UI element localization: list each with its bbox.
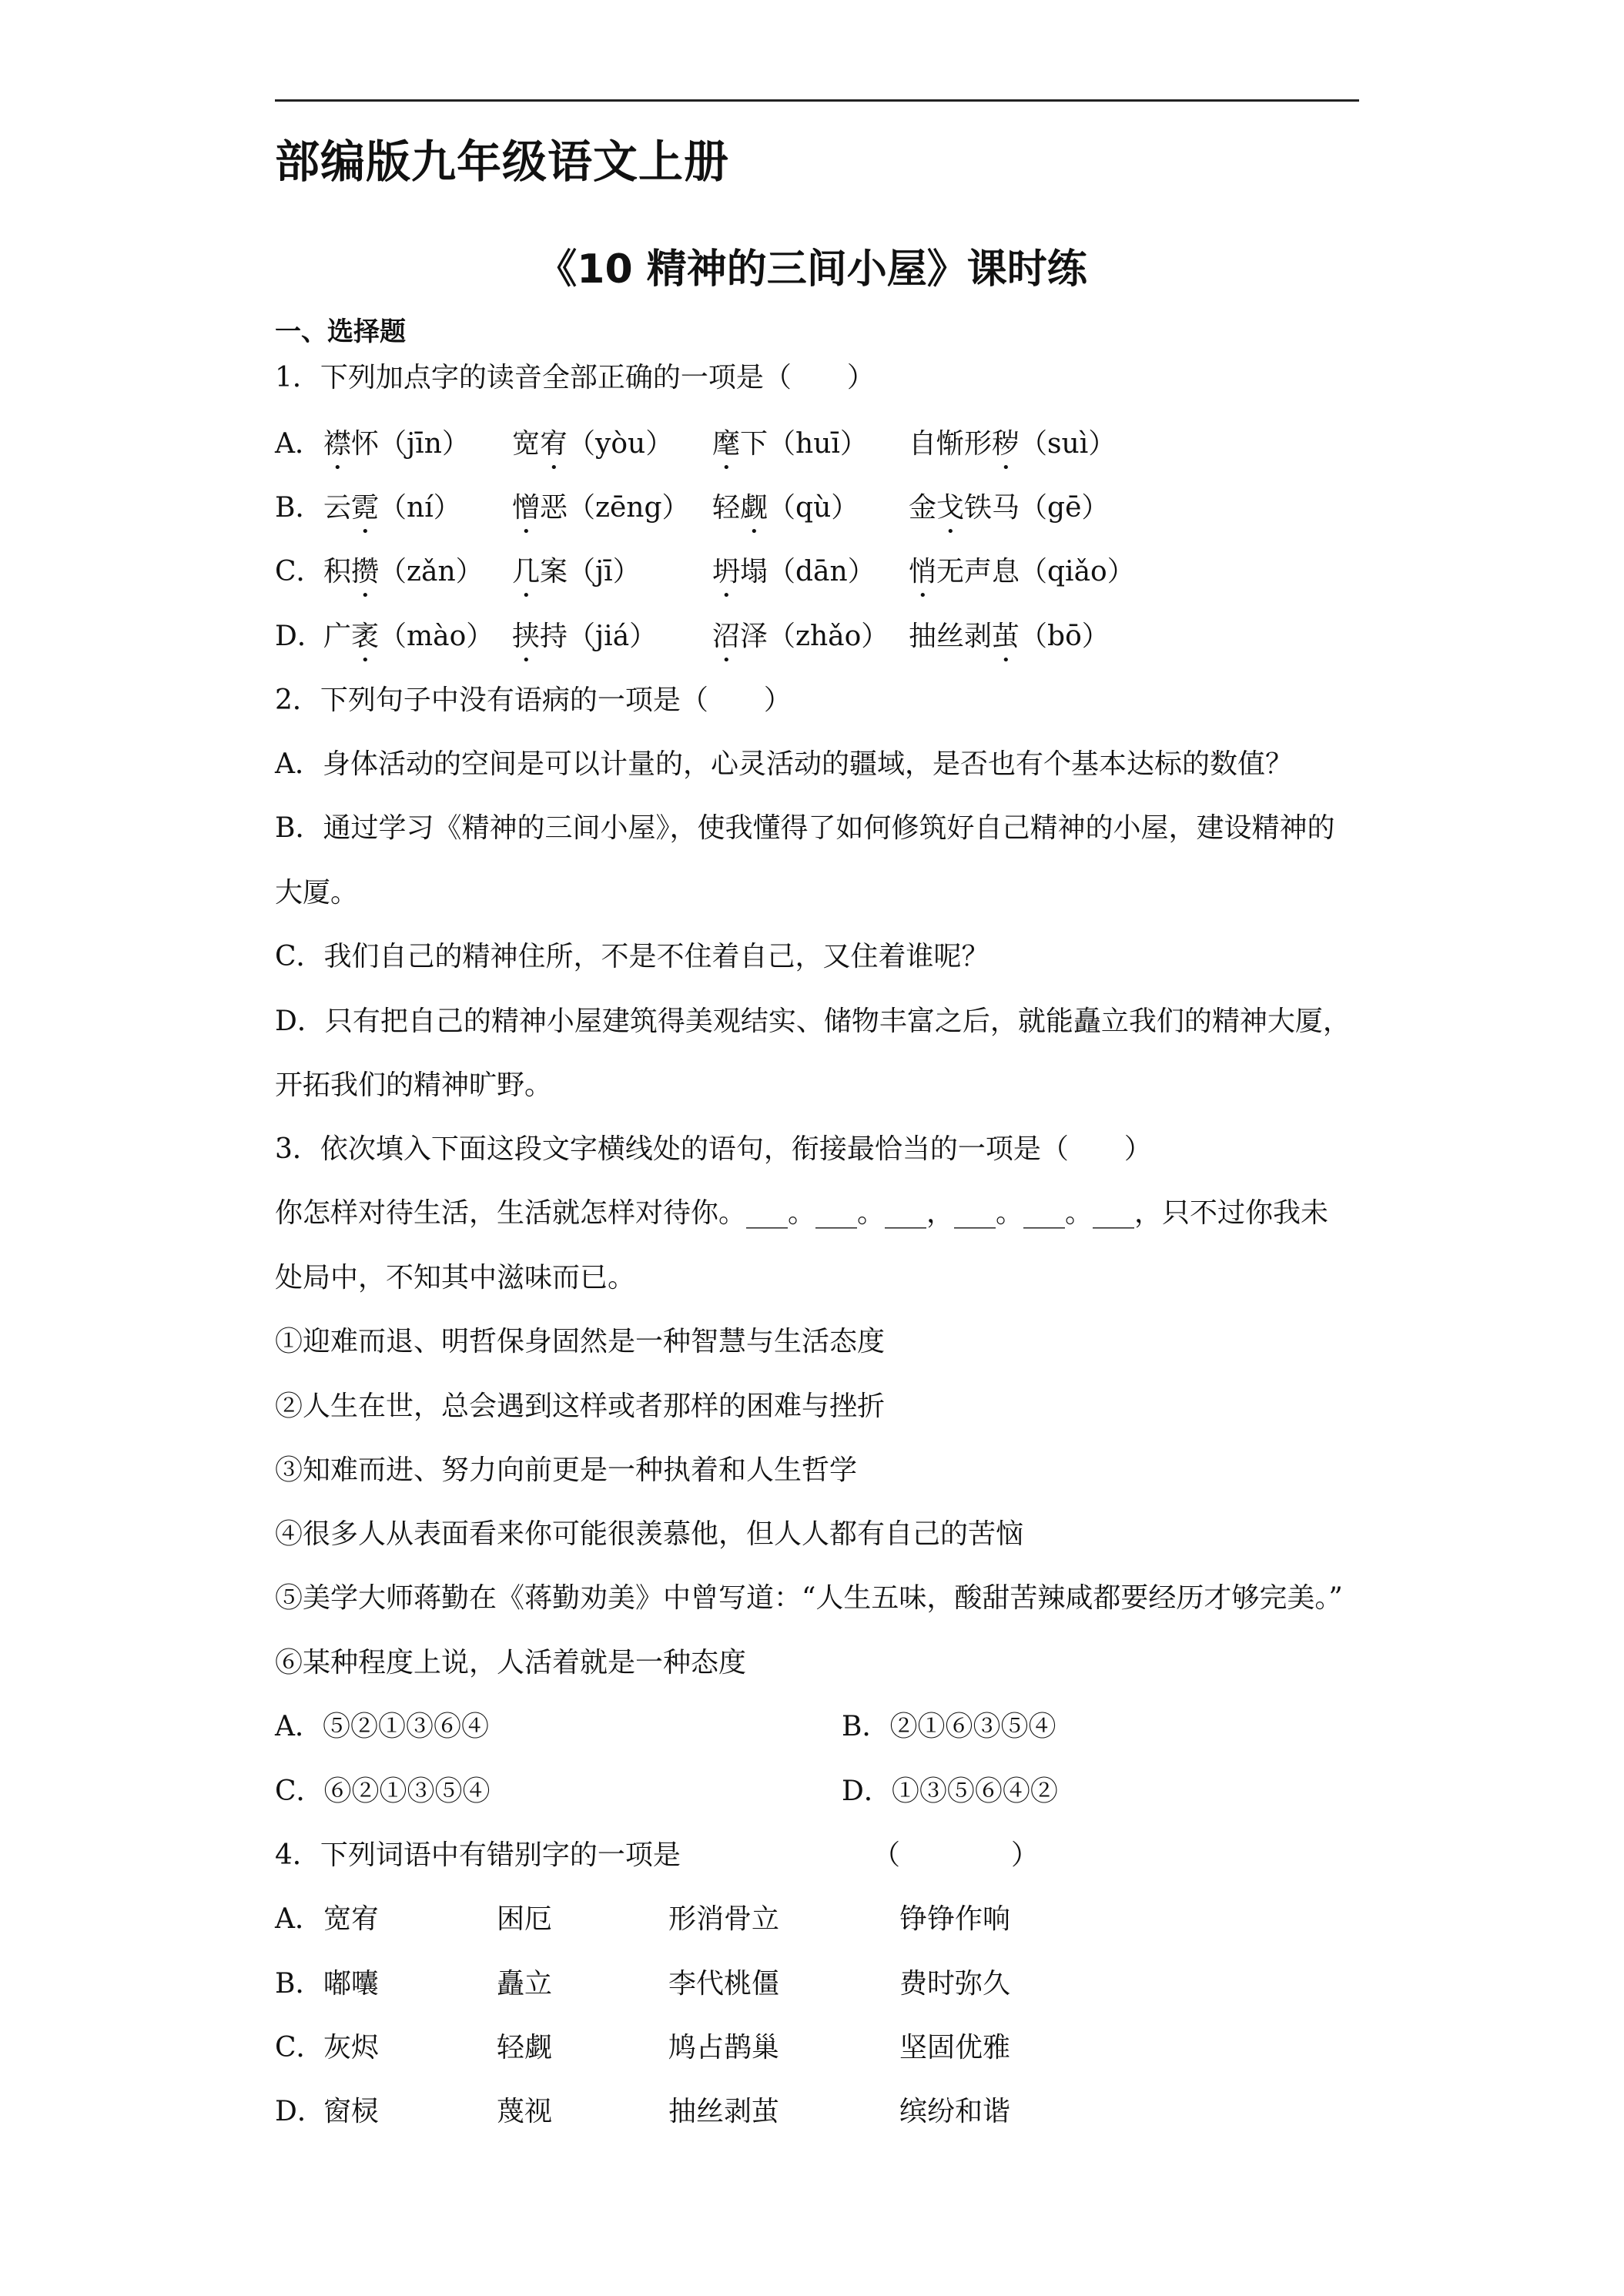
item-text: （qù） — [768, 492, 859, 524]
q1-option-item — [323, 620, 494, 668]
q1-option-label: B． — [275, 492, 323, 524]
item-text: 云 — [323, 492, 352, 524]
emphasized-char: 憎 — [512, 492, 541, 524]
q4-option-word: 灰烬 — [323, 2032, 380, 2063]
emphasized-char: 几 — [512, 556, 541, 587]
q4-option-word: 形消骨立 — [668, 1903, 780, 1935]
top-rule — [275, 99, 1359, 102]
q4-option-label: D． — [275, 2096, 325, 2127]
q4-option-word: 困厄 — [497, 1903, 553, 1935]
q4-option-word: 铮铮作响 — [899, 1903, 1011, 1935]
q1-option-item — [712, 555, 876, 604]
q4-stem: 4．下列词语中有错别字的一项是 — [275, 1839, 681, 1871]
q3-sentence: ①迎难而退、明哲保身固然是一种智慧与生活态度 — [275, 1326, 886, 1357]
emphasized-char: 觑 — [740, 492, 768, 524]
q1-option-item — [323, 491, 461, 540]
q3-option-b: B．②①⑥③⑤④ — [842, 1711, 1056, 1742]
emphasized-char: 茧 — [992, 621, 1020, 652]
q3-sentence: ⑤美学大师蒋勤在《蒋勤劝美》中曾写道：“人生五味，酸甜苦辣咸都要经历才够完美。” — [275, 1582, 1343, 1614]
item-text: 宽 — [512, 428, 541, 460]
item-text: 自惭形 — [909, 428, 993, 460]
q1-option-item — [712, 427, 868, 476]
q4-option-word: 抽丝剥茧 — [668, 2096, 780, 2127]
q1-option-item — [909, 491, 1109, 540]
q3-option-a: A．⑤②①③⑥④ — [275, 1711, 490, 1742]
emphasized-char: 霓 — [351, 492, 380, 524]
q4-option-word: 费时弥久 — [899, 1968, 1011, 2000]
item-text: 下（huī） — [740, 428, 868, 460]
q4-option-word: 鸠占鹊巢 — [668, 2032, 780, 2063]
q1-option-item — [512, 427, 673, 476]
q3-sentence: ⑥某种程度上说，人活着就是一种态度 — [275, 1647, 747, 1678]
q3-stem: 3．依次填入下面这段文字横线处的语句，衔接最恰当的一项是（ ） — [275, 1133, 1152, 1165]
section-title: 一、选择题 — [275, 316, 406, 347]
q1-option-item — [909, 555, 1135, 604]
q1-option-item — [712, 491, 859, 540]
q4-option-word: 宽宥 — [323, 1903, 380, 1935]
q1-option-item — [323, 427, 470, 476]
q3-sentence: ④很多人从表面看来你可能很羡慕他，但人人都有自己的苦恼 — [275, 1518, 1024, 1550]
emphasized-char: 沼 — [712, 621, 741, 652]
q1-option-item — [712, 620, 889, 668]
q4-option-label: C． — [275, 2032, 324, 2063]
q4-option-word: 坚固优雅 — [899, 2032, 1011, 2063]
q2-line: 开拓我们的精神旷野。 — [275, 1069, 553, 1101]
q2-line: A．身体活动的空间是可以计量的，心灵活动的疆域，是否也有个基本达标的数值？ — [275, 748, 1293, 780]
item-text: 恶（zēng） — [540, 492, 690, 524]
q4-option-word: 缤纷和谐 — [899, 2096, 1011, 2127]
q1-option-item — [512, 555, 641, 604]
q1-stem: 1．下列加点字的读音全部正确的一项是（ ） — [275, 362, 875, 393]
q1-option-item — [909, 427, 1116, 476]
item-text: 塌（dān） — [740, 556, 876, 587]
q3-sentence: ③知难而进、努力向前更是一种执着和人生哲学 — [275, 1454, 858, 1486]
q4-option-word: 轻觑 — [497, 2032, 553, 2063]
item-text: 积 — [323, 556, 352, 587]
q4-answer-paren: （ ） — [872, 1839, 1040, 1871]
item-text: 金 — [909, 492, 937, 524]
q3-option-c: C．⑥②①③⑤④ — [275, 1776, 491, 1807]
emphasized-char: 戈 — [936, 492, 965, 524]
emphasized-char: 襟 — [323, 428, 352, 460]
q3-sentence: ②人生在世，总会遇到这样或者那样的困难与挫折 — [275, 1391, 886, 1422]
q1-option-item — [512, 620, 657, 668]
q4-option-word: 李代桃僵 — [668, 1968, 780, 2000]
item-text: 案（jī） — [540, 556, 641, 587]
emphasized-char: 挟 — [512, 621, 541, 652]
emphasized-char: 攒 — [351, 556, 380, 587]
emphasized-char: 麾 — [712, 428, 741, 460]
emphasized-char: 袤 — [351, 621, 380, 652]
q4-option-word: 矗立 — [497, 1968, 553, 2000]
item-text: 铁马（gē） — [964, 492, 1110, 524]
item-text: 轻 — [712, 492, 741, 524]
q4-option-label: B． — [275, 1968, 323, 2000]
item-text: （bō） — [1020, 621, 1110, 652]
emphasized-char: 宥 — [540, 428, 568, 460]
q1-option-item — [323, 555, 484, 604]
q4-option-label: A． — [275, 1903, 323, 1935]
doc-title: 部编版九年级语文上册 — [275, 136, 730, 188]
item-text: 广 — [323, 621, 352, 652]
q1-option-label: A． — [275, 428, 323, 460]
item-text: 持（jiá） — [540, 621, 658, 652]
q3-passage-line: 你怎样对待生活，生活就怎样对待你。___。___。___，___。___。___，只不过你我未 — [275, 1197, 1329, 1229]
q1-option-label: C． — [275, 556, 324, 587]
lesson-title: 《10 精神的三间小屋》课时练 — [537, 246, 1087, 293]
item-text: （ní） — [379, 492, 461, 524]
item-text: 抽丝剥 — [909, 621, 993, 652]
q1-option-item — [512, 491, 690, 540]
q4-option-word: 窗棂 — [323, 2096, 380, 2127]
q1-option-label: D． — [275, 621, 325, 652]
item-text: （suì） — [1020, 428, 1117, 460]
item-text: 怀（jīn） — [351, 428, 470, 460]
q3-passage-line: 处局中，不知其中滋味而已。 — [275, 1262, 636, 1294]
item-text: 泽（zhǎo） — [740, 621, 889, 652]
q4-option-word: 嘟囔 — [323, 1968, 380, 2000]
q2-line: 大厦。 — [275, 877, 359, 909]
emphasized-char: 坍 — [712, 556, 741, 587]
item-text: 无声息（qiǎo） — [936, 556, 1135, 587]
item-text: （zǎn） — [379, 556, 484, 587]
item-text: （yòu） — [568, 428, 674, 460]
emphasized-char: 悄 — [909, 556, 937, 587]
q2-line: D．只有把自己的精神小屋建筑得美观结实、储物丰富之后，就能矗立我们的精神大厦， — [275, 1006, 1351, 1037]
q2-line: B．通过学习《精神的三间小屋》，使我懂得了如何修筑好自己精神的小屋，建设精神的 — [275, 812, 1335, 844]
q4-option-word: 蔑视 — [497, 2096, 553, 2127]
q2-stem: 2．下列句子中没有语病的一项是（ ） — [275, 684, 792, 716]
item-text: （mào） — [379, 621, 494, 652]
q3-option-d: D．①③⑤⑥④② — [842, 1776, 1058, 1807]
q1-option-item — [909, 620, 1110, 668]
q2-line: C．我们自己的精神住所，不是不住着自己，又住着谁呢？ — [275, 941, 989, 972]
emphasized-char: 秽 — [992, 428, 1020, 460]
